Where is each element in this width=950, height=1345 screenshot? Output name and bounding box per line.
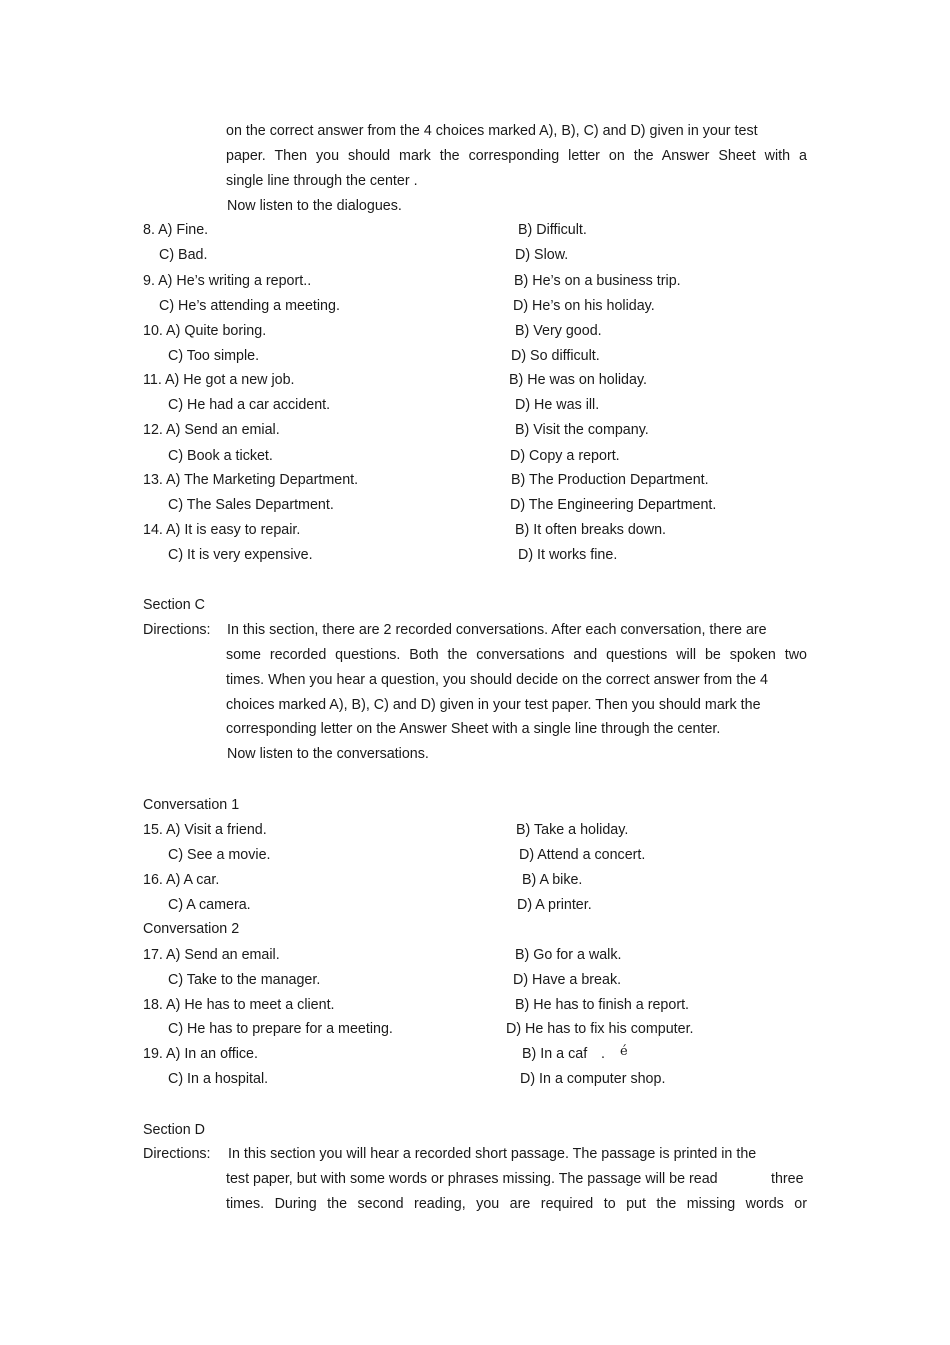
section-d-heading: Section D bbox=[143, 1122, 205, 1138]
intro-line-1: on the correct answer from the 4 choices marked A), B), C) and D) given in your test bbox=[226, 123, 758, 139]
q8-option-d: D) Slow. bbox=[515, 247, 569, 263]
q8-option-a: 8. A) Fine. bbox=[143, 222, 209, 238]
q15-option-b: B) Take a holiday. bbox=[516, 822, 629, 838]
q9-option-a: 9. A) He’s writing a report.. bbox=[143, 273, 312, 289]
section-d-directions-label: Directions: bbox=[143, 1146, 211, 1162]
q19-option-b-period: . bbox=[601, 1046, 605, 1062]
q17-option-a: 17. A) Send an email. bbox=[143, 947, 280, 963]
q18-option-a: 18. A) He has to meet a client. bbox=[143, 997, 335, 1013]
conversation-2-title: Conversation 2 bbox=[143, 921, 240, 937]
intro-line-3: single line through the center . bbox=[226, 173, 418, 189]
q12-option-d: D) Copy a report. bbox=[510, 448, 620, 464]
q14-option-d: D) It works fine. bbox=[518, 547, 618, 563]
q13-option-d: D) The Engineering Department. bbox=[510, 497, 717, 513]
q17-option-c: C) Take to the manager. bbox=[168, 972, 321, 988]
q11-option-b: B) He was on holiday. bbox=[509, 372, 648, 388]
q19-option-b: B) In a caf bbox=[522, 1046, 588, 1062]
q9-option-d: D) He’s on his holiday. bbox=[513, 298, 655, 314]
section-c-line-6: Now listen to the conversations. bbox=[227, 746, 429, 762]
q16-option-d: D) A printer. bbox=[517, 897, 592, 913]
q10-option-b: B) Very good. bbox=[515, 323, 602, 339]
q17-option-b: B) Go for a walk. bbox=[515, 947, 622, 963]
q15-option-d: D) Attend a concert. bbox=[519, 847, 646, 863]
q12-option-b: B) Visit the company. bbox=[515, 422, 649, 438]
section-c-line-3: times. When you hear a question, you should decide on the correct answer from the 4 bbox=[226, 672, 768, 688]
intro-line-2: paper. Then you should mark the corresponding letter on the Answer Sheet with a bbox=[226, 148, 807, 164]
section-c-line-1: In this section, there are 2 recorded conversations. After each conversation, there are bbox=[227, 622, 767, 638]
section-c-line-2: some recorded questions. Both the conversations and questions will be spoken two bbox=[226, 647, 807, 663]
q18-option-b: B) He has to finish a report. bbox=[515, 997, 690, 1013]
q16-option-c: C) A camera. bbox=[168, 897, 251, 913]
section-c-line-5: corresponding letter on the Answer Sheet with a single line through the center. bbox=[226, 721, 721, 737]
q16-option-a: 16. A) A car. bbox=[143, 872, 220, 888]
q14-option-c: C) It is very expensive. bbox=[168, 547, 313, 563]
q11-option-a: 11. A) He got a new job. bbox=[143, 372, 295, 388]
q9-option-c: C) He’s attending a meeting. bbox=[159, 298, 340, 314]
q19-option-d: D) In a computer shop. bbox=[520, 1071, 666, 1087]
q19-option-a: 19. A) In an office. bbox=[143, 1046, 258, 1062]
q8-option-b: B) Difficult. bbox=[518, 222, 587, 238]
section-d-line-3: times. During the second reading, you are required to put the missing words or bbox=[226, 1196, 807, 1212]
q18-option-d: D) He has to fix his computer. bbox=[506, 1021, 694, 1037]
section-d-line-1: In this section you will hear a recorded short passage. The passage is printed in the bbox=[228, 1146, 757, 1162]
q12-option-a: 12. A) Send an emial. bbox=[143, 422, 280, 438]
q8-option-c: C) Bad. bbox=[159, 247, 208, 263]
conversation-1-title: Conversation 1 bbox=[143, 797, 240, 813]
q19-option-c: C) In a hospital. bbox=[168, 1071, 269, 1087]
q15-option-c: C) See a movie. bbox=[168, 847, 271, 863]
q13-option-b: B) The Production Department. bbox=[511, 472, 709, 488]
q16-option-b: B) A bike. bbox=[522, 872, 583, 888]
q12-option-c: C) Book a ticket. bbox=[168, 448, 273, 464]
section-c-line-4: choices marked A), B), C) and D) given in your test paper. Then you should mark the bbox=[226, 697, 761, 713]
q11-option-c: C) He had a car accident. bbox=[168, 397, 331, 413]
q9-option-b: B) He’s on a business trip. bbox=[514, 273, 681, 289]
section-d-line-2: test paper, but with some words or phrases missing. The passage will be read bbox=[226, 1171, 718, 1187]
section-c-directions-label: Directions: bbox=[143, 622, 211, 638]
q15-option-a: 15. A) Visit a friend. bbox=[143, 822, 267, 838]
q19-option-b-accent: é bbox=[620, 1044, 628, 1059]
q10-option-c: C) Too simple. bbox=[168, 348, 260, 364]
q18-option-c: C) He has to prepare for a meeting. bbox=[168, 1021, 393, 1037]
q14-option-b: B) It often breaks down. bbox=[515, 522, 666, 538]
q10-option-a: 10. A) Quite boring. bbox=[143, 323, 267, 339]
q13-option-c: C) The Sales Department. bbox=[168, 497, 334, 513]
q10-option-d: D) So difficult. bbox=[511, 348, 600, 364]
q14-option-a: 14. A) It is easy to repair. bbox=[143, 522, 301, 538]
q17-option-d: D) Have a break. bbox=[513, 972, 622, 988]
q11-option-d: D) He was ill. bbox=[515, 397, 600, 413]
section-c-heading: Section C bbox=[143, 597, 205, 613]
section-d-line-2-end: three bbox=[771, 1171, 804, 1187]
q13-option-a: 13. A) The Marketing Department. bbox=[143, 472, 359, 488]
intro-line-4: Now listen to the dialogues. bbox=[227, 198, 402, 214]
